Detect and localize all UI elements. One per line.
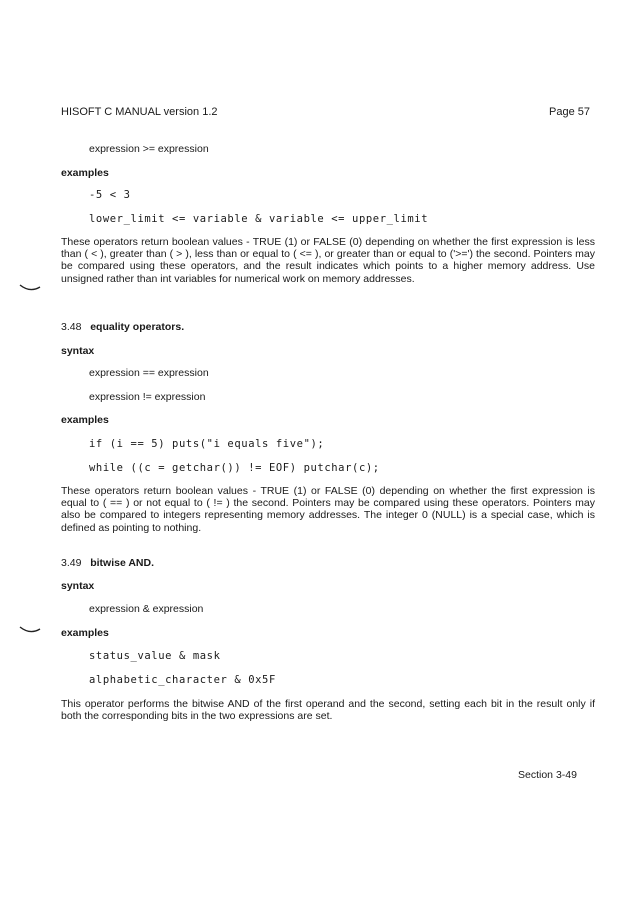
- section-number: 3.48: [61, 321, 82, 333]
- code-example: status_value & mask: [89, 650, 221, 662]
- code-example: alphabetic_character & 0x5F: [89, 674, 276, 686]
- examples-heading: examples: [61, 414, 109, 426]
- syntax-line: expression != expression: [89, 391, 206, 403]
- syntax-line: expression & expression: [89, 603, 204, 615]
- code-example: while ((c = getchar()) != EOF) putchar(c);: [89, 462, 380, 474]
- description-paragraph: This operator performs the bitwise AND of the first operand and the second, setting each bit in the result only if both the corresponding bits in the two expressions are set.: [61, 698, 595, 723]
- examples-heading: examples: [61, 167, 109, 179]
- section-heading: [61, 557, 154, 569]
- page-header-title: HISOFT C MANUAL version 1.2: [61, 106, 218, 118]
- code-example: if (i == 5) puts("i equals five");: [89, 438, 325, 450]
- syntax-heading: syntax: [61, 580, 95, 592]
- section-footer: Section 3-49: [518, 769, 577, 781]
- syntax-heading: syntax: [61, 345, 95, 357]
- margin-binding-mark: [19, 284, 41, 292]
- description-paragraph: These operators return boolean values - TRUE (1) or FALSE (0) depending on whether the first expression is less than ( < ), greater than ( > ), less than or equal to ( <= ), or greater than or equal to ('>=') the second. Pointers may be compared using these operators, and the result indicates which points to a higher memory address. Use unsigned rather than int variables for numerical work on memory addresses.: [61, 236, 595, 285]
- section-number: 3.49: [61, 557, 82, 569]
- page-number: Page 57: [549, 106, 590, 118]
- code-example: lower_limit <= variable & variable <= upper_limit: [89, 213, 429, 225]
- examples-heading: examples: [61, 627, 109, 639]
- section-title: equality operators.: [90, 321, 185, 333]
- syntax-line: expression == expression: [89, 367, 209, 379]
- section-heading: [61, 321, 184, 333]
- description-paragraph: These operators return boolean values - TRUE (1) or FALSE (0) depending on whether the first expression is equal to ( == ) or not equal to ( != ) the second. Pointers may be compared using these operators. Pointers may also be compared to integers representing memory addresses. The integer 0 (NULL) is a special case, which is defined as pointing to nothing.: [61, 485, 595, 534]
- section-title: bitwise AND.: [90, 557, 154, 569]
- syntax-line: expression >= expression: [89, 143, 209, 155]
- margin-binding-mark: [19, 626, 41, 634]
- code-example: -5 < 3: [89, 189, 131, 201]
